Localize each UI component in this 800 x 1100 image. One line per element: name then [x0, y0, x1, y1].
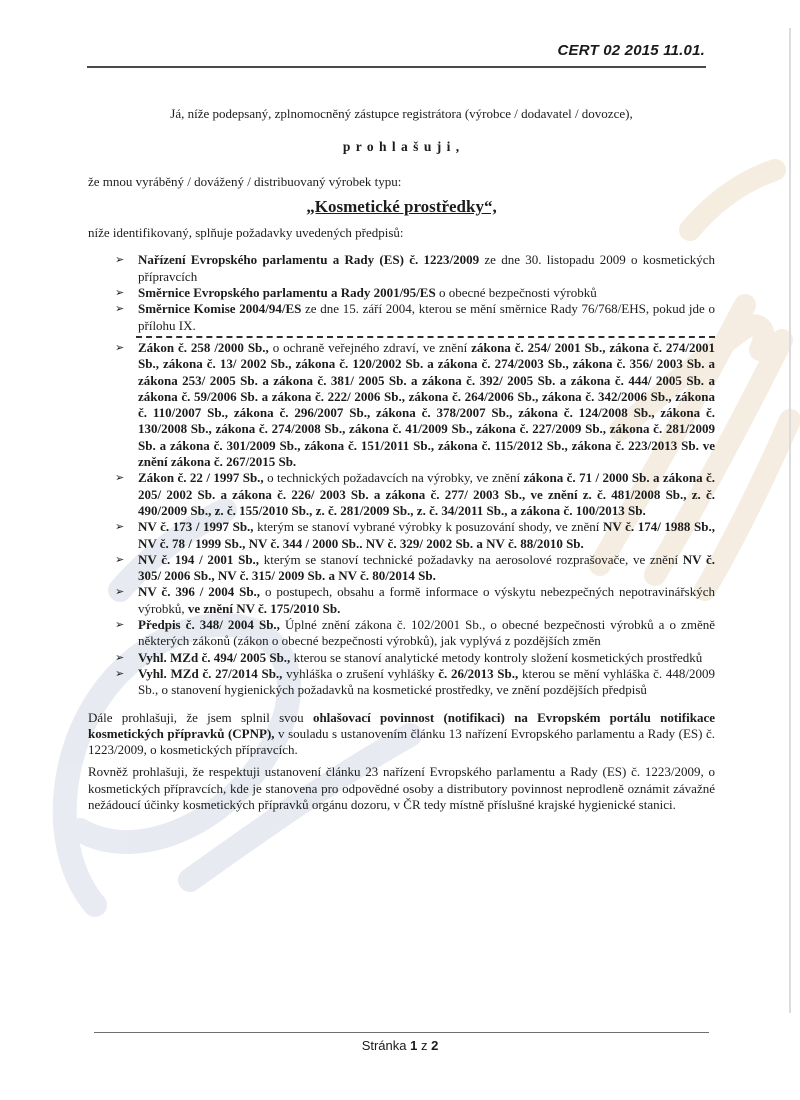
regulation-text: Vyhl. MZd č. 494/ 2005 Sb., kterou se stanoví analytické metody kontroly složení kosmetických prostředků	[138, 649, 703, 665]
header-rule	[87, 66, 706, 68]
intro-opening-line: Já, níže podepsaný, zplnomocněný zástupce registrátora (výrobce / dodavatel / dovozce),	[170, 106, 633, 121]
compliance-line: níže identifikovaný, splňuje požadavky uvedených předpisů:	[88, 225, 404, 241]
regulation-text: Nařízení Evropského parlamentu a Rady (ES) č. 1223/2009 ze dne 30. listopadu 2009 o kosmetických přípravcích	[138, 252, 715, 284]
footer-rule	[94, 1032, 709, 1033]
dashed-divider	[136, 336, 715, 338]
arrow-bullet-icon: ➢	[115, 340, 125, 354]
regulation-list-cz	[88, 340, 715, 699]
regulation-list-item	[88, 285, 715, 301]
arrow-bullet-icon: ➢	[115, 520, 125, 534]
product-title: „Kosmetické prostředky“,	[306, 196, 497, 216]
document-reference: CERT 02 2015 11.01.	[557, 42, 705, 59]
arrow-bullet-icon: ➢	[115, 286, 125, 300]
regulation-list-item	[88, 252, 715, 285]
regulation-list-item	[88, 470, 715, 519]
arrow-bullet-icon: ➢	[115, 618, 125, 632]
arrow-bullet-icon: ➢	[115, 650, 125, 664]
regulation-list-item	[88, 301, 715, 334]
regulation-list-item	[88, 584, 715, 617]
arrow-bullet-icon: ➢	[115, 253, 125, 267]
regulation-list-item	[88, 650, 715, 666]
regulation-text: Směrnice Evropského parlamentu a Rady 2001/95/ES o obecné bezpečnosti výrobků	[138, 285, 597, 301]
regulation-list-item	[88, 519, 715, 552]
closing-section	[88, 710, 715, 814]
arrow-bullet-icon: ➢	[115, 666, 125, 680]
page-number: Stránka 1 z 2	[361, 1038, 439, 1053]
regulation-list-eu	[88, 252, 715, 333]
regulation-text: NV č. 396 / 2004 Sb., o postupech, obsahu a formě informace o výskytu nebezpečných nepotravinářských výrobků, ve znění NV č. 175/2010 Sb.	[138, 584, 715, 616]
regulation-text: NV č. 194 / 2001 Sb., kterým se stanoví technické požadavky na aerosolové rozprašovače, ve znění NV č. 305/ 2006 Sb., NV č. 315/ 2009 Sb. a NV č. 80/2014 Sb.	[138, 551, 715, 584]
scan-edge-line	[789, 28, 791, 1013]
regulation-list-item	[88, 340, 715, 470]
regulation-text: Předpis č. 348/ 2004 Sb., Úplné znění zákona č. 102/2001 Sb., o obecné bezpečnosti výrobků a o změně některých zákonů (zákon o obecné bezpečnosti výrobků), jak vyplývá z pozdějších změn	[138, 617, 715, 649]
product-type-line: že mnou vyráběný / dovážený / distribuovaný výrobek typu:	[88, 173, 402, 189]
regulation-list-item	[88, 617, 715, 650]
regulation-text: Vyhl. MZd č. 27/2014 Sb., vyhláška o zrušení vyhlášky č. 26/2013 Sb., kterou se mění vyhláška č. 448/2009 Sb., o stanovení hygienických požadavků na kosmetické prostředky, ve znění pozdějších předpisů	[138, 665, 715, 698]
arrow-bullet-icon: ➢	[115, 585, 125, 599]
regulation-text: Zákon č. 258 /2000 Sb., o ochraně veřejného zdraví, ve znění zákona č. 254/ 2001 Sb., zákona č. 274/2001 Sb., zákona č. 13/ 2002 Sb., zákona č. 120/2002 Sb. a zákona č. 274/2003 Sb., zákona č. 356/ 2003 Sb. a zákona 253/ 2005 Sb. a zákona č. 381/ 2005 Sb. a zákona č. 392/ 2005 Sb. a zákona č. 444/ 2005 Sb. a zákona č. 59/2006 Sb. a zákona č. 222/ 2006 Sb., zákona č. 264/2006 Sb., zákona č. 342/2006 Sb., zákona č. 110/2007 Sb., zákona č. 296/2007 Sb., zákona č. 378/2007 Sb., zákona č. 124/2008 Sb., zákona č. 130/2008 Sb., zákona č. 274/2008 Sb., zákona č. 41/2009 Sb., zákona č. 227/2009 Sb., zákona č. 281/2009 Sb. a zákona č. 301/2009 Sb., zákona č. 151/2011 Sb., zákona č. 115/2012 Sb., zákona č. 223/2013 Sb. ve znění zákona č. 267/2015 Sb.	[138, 339, 715, 470]
regulation-list-item	[88, 666, 715, 699]
arrow-bullet-icon: ➢	[115, 552, 125, 566]
regulation-text: Zákon č. 22 / 1997 Sb., o technických požadavcích na výrobky, ve znění zákona č. 71 / 2000 Sb. a zákona č. 205/ 2002 Sb. a zákona č. 226/ 2003 Sb. a zákona č. 277/ 2003 Sb., ve znění z. č. 481/2008 Sb., z. č. 490/2009 Sb., z. č. 155/2010 Sb., z. č. 281/2009 Sb., z. č. 34/2011 Sb., a zákona č. 100/2013 Sb.	[138, 470, 715, 518]
regulation-text: Směrnice Komise 2004/94/ES ze dne 15. září 2004, kterou se mění směrnice Rady 76/768/EHS, pokud jde o přílohu IX.	[138, 301, 715, 333]
regulation-text: NV č. 173 / 1997 Sb., kterým se stanoví vybrané výrobky k posuzování shody, ve znění NV č. 174/ 1988 Sb., NV č. 78 / 1999 Sb., NV č. 344 / 2000 Sb.. NV č. 329/ 2002 Sb. a NV č. 88/2010 Sb.	[138, 519, 715, 551]
declaration-word: p r o h l a š u j i ,	[342, 139, 461, 155]
closing-paragraph-notification: Dále prohlašuji, že jsem splnil svou ohlašovací povinnost (notifikaci) na Evropském portálu notifikace kosmetických přípravků (CPNP), v souladu s ustanovením článku 13 nařízení Evropského parlamentu a Rady (ES) č. 1223/2009, o kosmetických přípravcích.	[88, 709, 715, 758]
document-body	[88, 106, 715, 819]
regulation-list-item	[88, 552, 715, 585]
arrow-bullet-icon: ➢	[115, 471, 125, 485]
arrow-bullet-icon: ➢	[115, 302, 125, 316]
closing-paragraph-article23: Rovněž prohlašuji, že respektuji ustanovení článku 23 nařízení Evropského parlamentu a Rady (ES) č. 1223/2009, o kosmetických přípravcích, kde je stanovena pro odpovědné osoby a distributory povinnost neprodleně oznámit závažné nežádoucí účinky kosmetických přípravků orgánu dozoru, v ČR tedy místně příslušné krajské hygienické stanici.	[88, 764, 715, 812]
